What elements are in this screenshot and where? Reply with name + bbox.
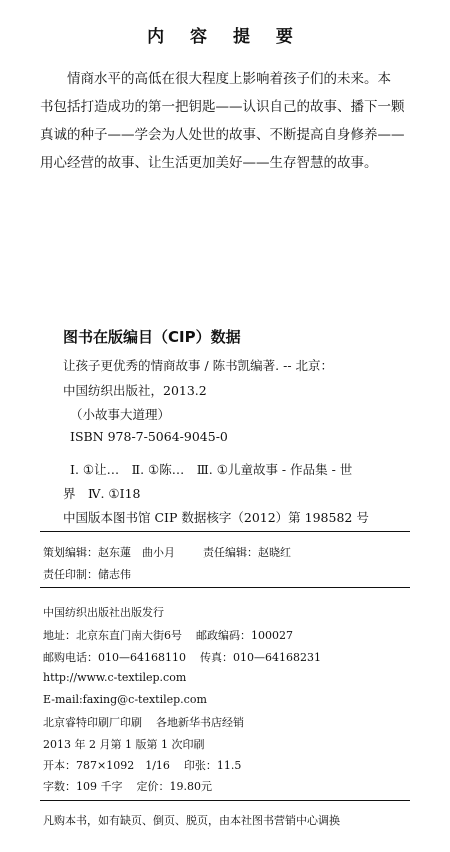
printer: 北京睿特印刷厂印刷 xyxy=(43,716,142,729)
cip-classification-line: 界 Ⅳ. ①I18 xyxy=(63,486,141,501)
phone-label: 邮购电话： xyxy=(43,651,98,664)
printer-line xyxy=(43,714,244,730)
summary-heading: 内 容 提 要 xyxy=(147,27,303,47)
edition: 2013 年 2 月第 1 版第 1 次印刷 xyxy=(43,738,205,751)
postcode-label: 邮政编码： xyxy=(196,629,251,642)
divider-rule xyxy=(40,587,410,588)
words-price-line xyxy=(43,778,212,794)
cip-verification: 中国版本图书馆 CIP 数据核字（2012）第 198582 号 xyxy=(63,510,369,525)
responsible-printing-label: 责任印制： xyxy=(43,568,98,581)
cip-isbn: ISBN 978-7-5064-9045-0 xyxy=(70,429,228,444)
format: 787×1092 1/16 xyxy=(76,759,170,772)
summary-text xyxy=(40,65,410,177)
responsible-printing-name: 储志伟 xyxy=(98,568,131,581)
cip-classification-line: Ⅰ. ①让… Ⅱ. ①陈… Ⅲ. ①儿童故事 - 作品集 - 世 xyxy=(70,462,353,477)
cip-series: （小故事大道理） xyxy=(70,407,171,422)
fax: 010—64168231 xyxy=(232,651,321,664)
phone-line xyxy=(43,649,321,665)
format-line xyxy=(43,757,241,773)
cip-heading: 图书在版编目（CIP）数据 xyxy=(63,328,241,346)
replacement-notice: 凡购本书，如有缺页、倒页、脱页，由本社图书营销中心调换 xyxy=(43,814,340,827)
address: 北京东直门南大街6号 xyxy=(76,629,182,642)
phone: 010—64168110 xyxy=(98,651,186,664)
sheets-label: 印张： xyxy=(183,759,217,772)
responsible-printing xyxy=(43,566,131,582)
price: 19.80元 xyxy=(169,780,212,793)
fax-label: 传真： xyxy=(199,651,233,664)
publish-line: 中国纺织出版社出版发行 xyxy=(43,606,164,619)
responsible-editor-label: 责任编辑： xyxy=(203,546,258,559)
responsible-editor-name: 赵晓红 xyxy=(258,546,291,559)
cip-record-line: 让孩子更优秀的情商故事 / 陈书凯编著. -- 北京： xyxy=(63,358,334,373)
format-label: 开本： xyxy=(43,759,76,772)
planning-editor-label: 策划编辑： xyxy=(43,546,98,559)
email: E-mail:faxing@c-textilep.com xyxy=(43,693,207,706)
cip-record-line: 中国纺织出版社，2013.2 xyxy=(63,383,207,398)
postcode: 100027 xyxy=(251,629,293,642)
sheets: 11.5 xyxy=(216,759,242,772)
divider-rule xyxy=(40,531,410,532)
summary-line: 书包括打造成功的第一把钥匙——认识自己的故事、播下一颗 xyxy=(40,99,405,115)
summary-line: 真诚的种子——学会为人处世的故事、不断提高自身修养—— xyxy=(40,127,405,143)
address-line xyxy=(43,627,293,643)
words-label: 字数： xyxy=(43,780,76,793)
summary-line: 用心经营的故事、让生活更加美好——生存智慧的故事。 xyxy=(40,155,378,171)
planning-editor-names: 赵东蓮 曲小月 xyxy=(98,546,175,559)
divider-rule xyxy=(40,800,410,801)
words: 109 千字 xyxy=(76,780,123,793)
price-label: 定价： xyxy=(136,780,170,793)
distributor: 各地新华书店经销 xyxy=(156,716,244,729)
address-label: 地址： xyxy=(43,629,76,642)
website: http://www.c-textilep.com xyxy=(43,671,187,684)
summary-line: 情商水平的高低在很大程度上影响着孩子们的未来。本 xyxy=(67,71,391,87)
planning-editor xyxy=(43,544,291,560)
